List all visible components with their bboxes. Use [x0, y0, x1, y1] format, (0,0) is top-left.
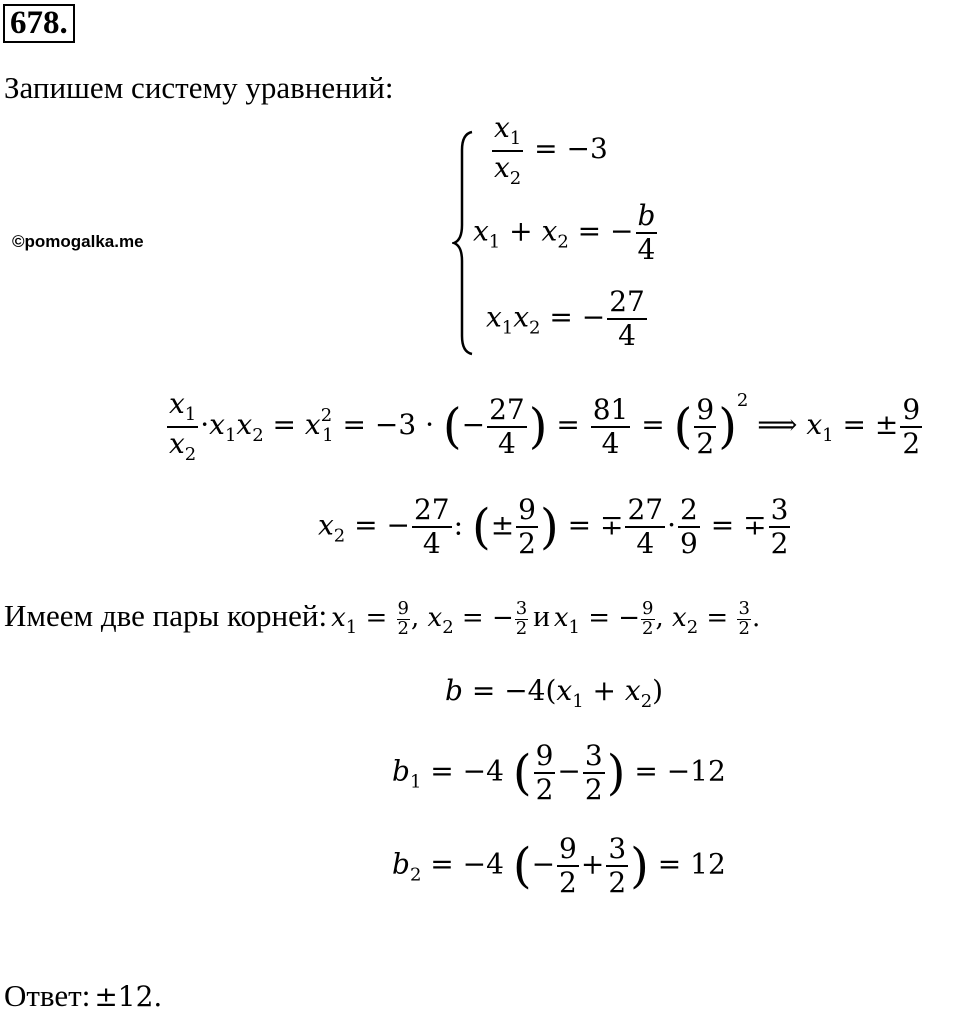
b-formula: $b = -4(x_1 + x_2)$	[445, 674, 664, 712]
answer-line: Ответ: ±12.	[4, 978, 163, 1013]
b2-equation: $b_2 = -4$ (− $\frac{9}{2}$ + $\frac{3}{2}$ ) = 12	[392, 832, 726, 900]
b1-equation: $b_1 = -4$ ( $\frac{9}{2}$ − $\frac{3}{2}$ ) = −12	[392, 739, 726, 807]
roots-pairs-line: Имеем две пары корней: $x_1$ = $\frac{9}{2}$ , $x_2$ = − $\frac{3}{2}$ и $x_1$ = − $\frac{9}{2}$ , $x_2$ = $\frac{3}{2}$ .	[4, 597, 761, 639]
equation-x2: $x_2$ = − $\frac{27}{4}$ : (± $\frac{9}{2}$ ) = ∓ $\frac{27}{4}$ · $\frac{2}{9}$ = ∓ $\frac{3}{2}$	[318, 493, 789, 561]
problem-number: 678.	[3, 4, 75, 43]
system-eq3: $x_1x_2$ = − $\frac{27}{4}$	[486, 285, 645, 353]
watermark: ©pomogalka.me	[12, 232, 144, 251]
answer-value: ±12.	[94, 980, 163, 1013]
system-eq2: $x_1 + x_2$ = − $\frac{b}{4}$	[473, 199, 656, 267]
intro-text: Запишем систему уравнений:	[4, 70, 394, 105]
system-eq1: $\frac{x_1}{x_2}$ = −3	[494, 111, 608, 189]
equation-x1-squared: $\frac{x_1}{x_2}$ $\cdot x_1x_2 = x^2_1 = -3$ · (− $\frac{27}{4}$ ) = $\frac{81}{4}$ = ( $\frac{9}{2}$ )$^2$ ⟹ $x_1$ = ± $\frac{9}{2}$	[169, 387, 921, 465]
